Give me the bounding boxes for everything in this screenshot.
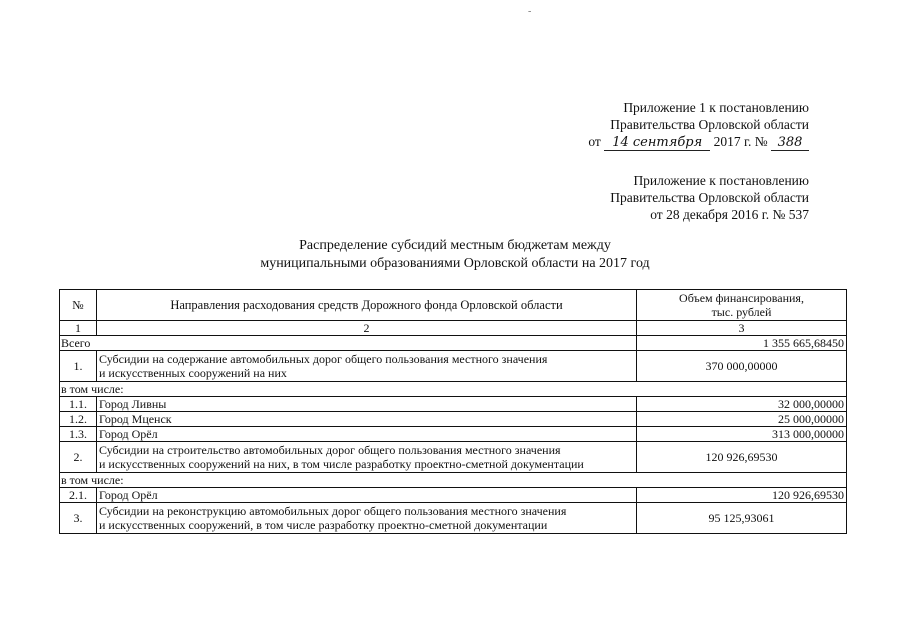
row-num: 1.3. <box>60 427 97 442</box>
row-name: Город Орёл <box>97 427 637 442</box>
scan-mark: - <box>528 6 532 17</box>
table-row <box>60 442 847 473</box>
handwritten-number: 388 <box>771 136 809 151</box>
row-num: 2.1. <box>60 488 97 503</box>
row-num: 3. <box>60 503 97 534</box>
handwritten-date: 14 сентября <box>604 136 710 151</box>
row-description-line2: и искусственных сооружений на них <box>99 366 287 380</box>
header-amount <box>637 290 847 321</box>
document-title <box>160 237 750 273</box>
appendix-1-line3 <box>588 133 809 151</box>
appendix-1-header <box>588 99 809 151</box>
header-direction: Направления расходования средств Дорожного фонда Орловской области <box>97 290 637 321</box>
appendix-1-line1: Приложение 1 к постановлению <box>623 100 809 115</box>
row-description-line1: Субсидии на содержание автомобильных дорог общего пользования местного значения <box>99 352 548 366</box>
header-num: № <box>60 290 97 321</box>
row-num: 1. <box>60 351 97 382</box>
col-number-2: 2 <box>97 321 637 336</box>
including-row <box>60 473 847 488</box>
row-name: Город Ливны <box>97 397 637 412</box>
subsidy-table <box>59 289 847 534</box>
including-label: в том числе: <box>60 382 847 397</box>
row-amount: 25 000,00000 <box>637 412 847 427</box>
row-amount: 120 926,69530 <box>637 488 847 503</box>
table-header-row <box>60 290 847 321</box>
title-line2: муниципальными образованиями Орловской области на 2017 год <box>260 256 650 271</box>
row-num: 2. <box>60 442 97 473</box>
header-amount-line1: Объем финансирования, <box>679 291 804 305</box>
including-row <box>60 382 847 397</box>
total-amount: 1 355 665,68450 <box>637 336 847 351</box>
appendix-2-header <box>610 172 809 223</box>
row-description <box>97 442 637 473</box>
including-label: в том числе: <box>60 473 847 488</box>
table-row <box>60 397 847 412</box>
row-description-line2: и искусственных сооружений, в том числе разработку проектно-сметной документации <box>99 518 548 532</box>
appendix-2-line2: Правительства Орловской области <box>610 190 809 205</box>
row-amount: 32 000,00000 <box>637 397 847 412</box>
col-number-3: 3 <box>637 321 847 336</box>
header-amount-line2: тыс. рублей <box>711 305 772 319</box>
row-description-line1: Субсидии на реконструкцию автомобильных дорог общего пользования местного значения <box>99 504 567 518</box>
row-amount: 120 926,69530 <box>637 442 847 473</box>
row-description-line1: Субсидии на строительство автомобильных дорог общего пользования местного значения <box>99 443 561 457</box>
appendix-1-year-number: 2017 г. № <box>713 134 768 149</box>
appendix-1-line2: Правительства Орловской области <box>610 117 809 132</box>
row-amount: 95 125,93061 <box>637 503 847 534</box>
total-label: Всего <box>60 336 637 351</box>
table-row <box>60 412 847 427</box>
column-number-row <box>60 321 847 336</box>
title-line1: Распределение субсидий местным бюджетам между <box>299 238 611 253</box>
table-row <box>60 351 847 382</box>
row-name: Город Мценск <box>97 412 637 427</box>
row-description-line2: и искусственных сооружений на них, в том числе разработку проектно-сметной документации <box>99 457 584 471</box>
row-description <box>97 503 637 534</box>
row-description <box>97 351 637 382</box>
appendix-2-line3: от 28 декабря 2016 г. № 537 <box>650 207 809 222</box>
total-row <box>60 336 847 351</box>
appendix-1-from: от <box>588 134 601 149</box>
table-row <box>60 427 847 442</box>
table-row <box>60 488 847 503</box>
row-num: 1.1. <box>60 397 97 412</box>
row-amount: 313 000,00000 <box>637 427 847 442</box>
row-name: Город Орёл <box>97 488 637 503</box>
col-number-1: 1 <box>60 321 97 336</box>
table-row <box>60 503 847 534</box>
appendix-2-line1: Приложение к постановлению <box>633 173 809 188</box>
row-amount: 370 000,00000 <box>637 351 847 382</box>
row-num: 1.2. <box>60 412 97 427</box>
